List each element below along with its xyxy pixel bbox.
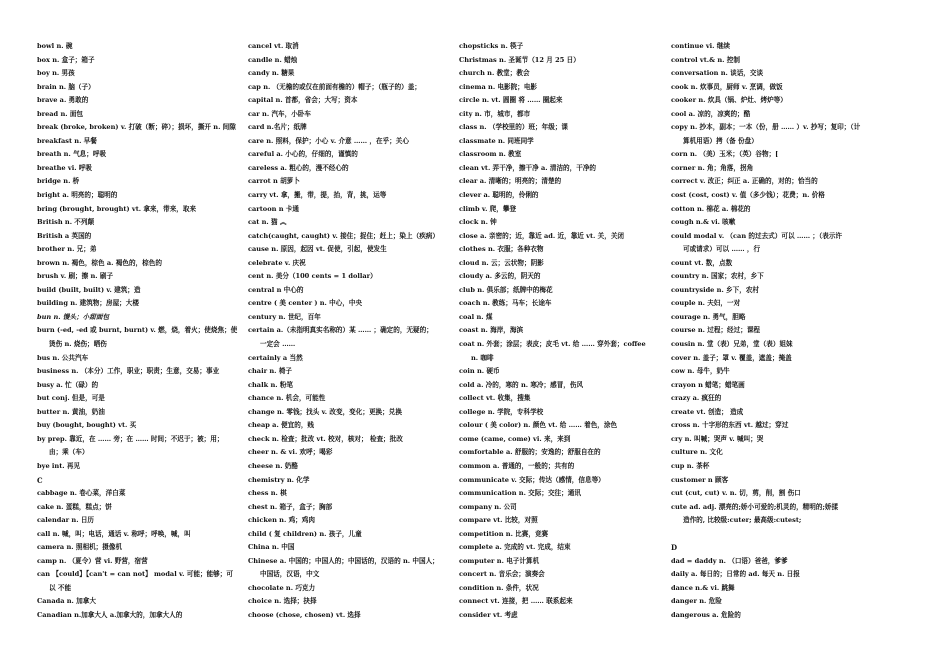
- dictionary-entry: burn (-ed, -ed 或 burnt, burnt) v. 燃，烧，着火；使烧焦；使: [37, 326, 238, 335]
- dictionary-entry: cinema n. 电影院；电影: [459, 82, 538, 91]
- dictionary-entry: certainly a 当然: [248, 353, 303, 362]
- dictionary-entry: choice n. 选择；抉择: [248, 597, 317, 606]
- dictionary-entry: cheer n. & vi. 欢呼；喝彩: [248, 448, 333, 457]
- dictionary-entry: clever a. 聪明的，伶俐的: [459, 191, 539, 200]
- dictionary-entry: candle n. 蜡烛: [248, 55, 298, 64]
- dictionary-entry: breath n. 气息；呼吸: [37, 150, 107, 159]
- dictionary-entry: crazy a. 疯狂的: [671, 394, 722, 403]
- dictionary-entry: course n. 过程；经过；课程: [671, 326, 761, 335]
- dictionary-entry: club n. 俱乐部；纸牌中的梅花: [459, 285, 553, 294]
- dictionary-entry: Chinese a. 中国的；中国人的；中国话的，汉语的 n. 中国人；: [248, 556, 439, 565]
- dictionary-entry: catch(caught, caught) v. 接住；捉住；赶上；染上（疾病）: [248, 231, 439, 240]
- dictionary-entry: calendar n. 日历: [37, 516, 95, 525]
- dictionary-entry: bus n. 公共汽车: [37, 353, 89, 362]
- dictionary-entry: concert n. 音乐会；演奏会: [459, 570, 545, 579]
- dictionary-entry: chopsticks n. 筷子: [459, 42, 524, 50]
- dictionary-entry: cry n. 叫喊；哭声 v. 喊叫；哭: [671, 434, 764, 443]
- dictionary-entry: communicate v. 交际；传达（感情，信息等）: [459, 475, 605, 484]
- section-letter-heading: C: [37, 475, 43, 485]
- dictionary-entry: cut (cut, cut) v. n. 切，剪，削，割 伤口: [671, 489, 801, 498]
- dictionary-entry: cool a. 凉的，凉爽的；酷: [671, 109, 751, 118]
- dictionary-entry: company n. 公司: [459, 502, 517, 511]
- dictionary-entry: class n. （学校里的）班；年级；课: [459, 123, 569, 132]
- dictionary-entry: by prep. 靠近，在 …… 旁；在 …… 时间；不迟于；被；用；: [37, 434, 224, 443]
- dictionary-entry: corner n. 角；角落，拐角: [671, 163, 754, 172]
- dictionary-entry: Canadian n.加拿大人 a.加拿大的，加拿大人的: [37, 610, 183, 619]
- dictionary-entry: culture n. 文化: [671, 448, 723, 457]
- dictionary-entry: cup n. 茶杯: [671, 461, 710, 470]
- entry-continuation: 烫伤 n. 烧伤；晒伤: [49, 340, 107, 349]
- dictionary-entry: country n. 国家；农村，乡下: [671, 272, 764, 281]
- dictionary-entry: clock n. 钟: [459, 218, 497, 227]
- dictionary-entry: city n. 市，城市，都市: [459, 109, 531, 118]
- dictionary-entry: breakfast n. 早餐: [37, 136, 97, 145]
- entry-continuation: 由；乘（车）: [49, 448, 89, 457]
- dictionary-entry: coat n. 外套；涂层；表皮；皮毛 vt. 给 …… 穿外套；coffee: [459, 340, 646, 349]
- entry-continuation: 中国话，汉语，中文: [260, 570, 320, 579]
- dictionary-entry: church n. 教堂；教会: [459, 69, 530, 78]
- dictionary-entry: careless a. 粗心的，漫不经心的: [248, 163, 349, 172]
- dictionary-entry: centre ( 美 center ) n. 中心，中央: [248, 299, 363, 308]
- dictionary-entry: British n. 不列颠: [37, 218, 95, 227]
- dictionary-entry: check n. 检查；批改 vt. 校对，核对； 检查；批改: [248, 434, 403, 443]
- dictionary-entry: brown n. 褐色，棕色 a. 褐色的，棕色的: [37, 258, 162, 267]
- dictionary-entry: cook n. 炊事员，厨师 v. 烹调，做饭: [671, 82, 783, 91]
- dictionary-entry: buy (bought, bought) vt. 买: [37, 421, 137, 430]
- dictionary-entry: bright a. 明亮的；聪明的: [37, 191, 118, 200]
- entry-continuation: 算机用语）拷（备 份盘）: [683, 136, 758, 145]
- dictionary-entry: complete a. 完成的 vt. 完成，结束: [459, 543, 571, 552]
- dictionary-entry: carry vt. 拿，搬，带，提，抬，背，挑，运等: [248, 191, 387, 200]
- dictionary-entry: clear a. 清晰的；明亮的；清楚的: [459, 177, 562, 186]
- dictionary-entry: coach n. 教练；马车；长途车: [459, 299, 552, 308]
- dictionary-entry: capital n. 首都，省会；大写；资本: [248, 96, 358, 105]
- dictionary-entry: coast n. 海岸，海滨: [459, 326, 524, 335]
- dictionary-entry: certain a.（未指明真实名称的）某 …… ；确定的，无疑的；: [248, 326, 433, 335]
- entry-continuation: n. 咖啡: [471, 353, 494, 362]
- dictionary-entry: careful a. 小心的，仔细的，谨慎的: [248, 150, 358, 159]
- dictionary-entry: brother n. 兄；弟: [37, 245, 97, 254]
- dictionary-entry: consider vt. 考虑: [459, 610, 518, 619]
- dictionary-entry: cheese n. 奶酪: [248, 461, 298, 470]
- column-1: [37, 40, 243, 623]
- dictionary-entry: break (broke, broken) v. 打破（断；碎）；损坏，撕开 n. 间隙: [37, 123, 236, 132]
- dictionary-entry: danger n. 危险: [671, 597, 722, 606]
- dictionary-entry: daily a. 每日的；日常的 ad. 每天 n. 日报: [671, 570, 800, 579]
- dictionary-entry: cap n. （无檐的或仅在前面有檐的）帽子；（瓶子的）盖；: [248, 82, 421, 91]
- dictionary-entry: collect vt. 收集，搜集: [459, 394, 531, 403]
- dictionary-entry: cancel vt. 取消: [248, 42, 299, 50]
- column-2: [248, 40, 454, 623]
- dictionary-entry: camera n. 照相机；摄像机: [37, 543, 123, 552]
- column-3: [459, 40, 665, 623]
- dictionary-entry: call n. 喊，叫；电话，通话 v. 称呼；呼唤，喊，叫: [37, 529, 191, 538]
- dictionary-entry: courage n. 勇气，胆略: [671, 312, 746, 321]
- dictionary-entry: business n. （本分）工作，职业；职责；生意，交易；事业: [37, 367, 220, 376]
- dictionary-entry: count vt. 数，点数: [671, 258, 733, 267]
- dictionary-entry: cheap a. 便宜的，贱: [248, 421, 315, 430]
- dictionary-entry: classmate n. 同班同学: [459, 136, 534, 145]
- dictionary-entry: cross n. 十字形的东西 vt. 越过；穿过: [671, 421, 789, 430]
- entry-continuation: 一定会 ……: [260, 340, 296, 349]
- dictionary-entry: car n. 汽车，小卧车: [248, 109, 312, 118]
- dictionary-entry: century n. 世纪，百年: [248, 312, 321, 321]
- dictionary-entry: build (built, built) v. 建筑；造: [37, 285, 141, 294]
- dictionary-entry: cover n. 盖子；罩 v. 覆盖，遮盖；掩盖: [671, 353, 792, 362]
- dictionary-entry: customer n 顾客: [671, 475, 729, 484]
- dictionary-entry: bring (brought, brought) vt. 拿来，带来，取来: [37, 204, 197, 213]
- dictionary-entry: cost (cost, cost) v. 值（多少钱）；花费；n. 价格: [671, 191, 825, 200]
- dictionary-entry: countryside n. 乡下，农村: [671, 285, 760, 294]
- dictionary-entry: can 【could】【can't = can not】 modal v. 可能；能够；可: [37, 570, 233, 579]
- dictionary-entry: card n.名片；纸牌: [248, 123, 307, 132]
- dictionary-entry: change n. 零钱；找头 v. 改变，变化；更换；兑换: [248, 407, 402, 416]
- dictionary-entry: cold a. 冷的，寒的 n. 寒冷；感冒，伤风: [459, 380, 584, 389]
- dictionary-entry: chicken n. 鸡；鸡肉: [248, 516, 315, 525]
- dictionary-entry: cabbage n. 卷心菜，洋白菜: [37, 489, 126, 498]
- dictionary-entry: conversation n. 谈话，交谈: [671, 69, 764, 78]
- dictionary-entry: cooker n. 炊具（锅、炉灶、烤炉等）: [671, 96, 787, 105]
- dictionary-entry: cute ad. adj. 漂亮的;娇小可爱的;机灵的，精明的;娇揉: [671, 502, 839, 511]
- dictionary-entry: chair n. 椅子: [248, 367, 292, 376]
- dictionary-entry: cotton n. 棉花 a. 棉花的: [671, 204, 751, 213]
- dictionary-entry: Canada n. 加拿大: [37, 597, 96, 606]
- dictionary-entry: come (came, come) vi. 来，来到: [459, 434, 571, 443]
- dictionary-entry: computer n. 电子计算机: [459, 556, 540, 565]
- dictionary-entry: clothes n. 衣服；各种衣物: [459, 245, 544, 254]
- dictionary-entry: competition n. 比赛，竞赛: [459, 529, 549, 538]
- entry-continuation: 造作的, 比较级:cuter; 最高级:cutest;: [683, 516, 802, 525]
- dictionary-entry: communication n. 交际；交往；通讯: [459, 489, 581, 498]
- dictionary-entry: crayon n 蜡笔；蜡笔画: [671, 380, 745, 389]
- dictionary-entry: college n. 学院，专科学校: [459, 407, 544, 416]
- dictionary-entry: colour ( 美 color) n. 颜色 vt. 给 …… 着色，涂色: [459, 421, 618, 430]
- dictionary-entry: central n 中心的: [248, 285, 304, 294]
- dictionary-entry: choose (chose, chosen) vt. 选择: [248, 610, 361, 619]
- dictionary-entry: couple n. 夫妇，一对: [671, 299, 741, 308]
- dictionary-entry: brain n. 脑（子）: [37, 82, 95, 91]
- dictionary-entry: condition n. 条件，状况: [459, 583, 539, 592]
- dictionary-entry: bowl n. 碗: [37, 42, 73, 50]
- column-4: [671, 40, 877, 623]
- dictionary-entry: but conj. 但是，可是: [37, 394, 105, 403]
- dictionary-entry: control vt.& n. 控制: [671, 55, 740, 64]
- dictionary-entry: chemistry n. 化学: [248, 475, 310, 484]
- dictionary-entry: correct v. 改正；纠正 a. 正确的，对的；恰当的: [671, 177, 818, 186]
- dictionary-entry: bridge n. 桥: [37, 177, 80, 186]
- entry-continuation: 以 不能: [49, 583, 72, 592]
- dictionary-entry: could modal v. （can 的过去式）可以 …… ；（表示许: [671, 231, 843, 240]
- dictionary-entry: celebrate v. 庆祝: [248, 258, 306, 267]
- dictionary-entry: dad = daddy n. （口语）爸爸，爹爹: [671, 556, 788, 565]
- dictionary-entry: carrot n 胡萝卜: [248, 177, 300, 186]
- dictionary-entry: cartoon n 卡通: [248, 204, 299, 213]
- dictionary-entry: cow n. 母牛，奶牛: [671, 367, 730, 376]
- blank-line: [671, 528, 877, 542]
- dictionary-entry: brave a. 勇敢的: [37, 96, 89, 105]
- dictionary-entry: clean vt. 弄干净，擦干净 a. 清洁的，干净的: [459, 163, 597, 172]
- dictionary-entry: camp n. （夏令）营 vi. 野营，宿营: [37, 556, 148, 565]
- dictionary-entry: common a. 普通的，一般的；共有的: [459, 461, 575, 470]
- dictionary-entry: British a 英国的: [37, 231, 92, 240]
- dictionary-entry: box n. 盒子；箱子: [37, 55, 95, 64]
- dictionary-entry: bread n. 面包: [37, 109, 84, 118]
- dictionary-entry: brush v. 刷；擦 n. 刷子: [37, 272, 114, 281]
- dictionary-entry: cent n. 美分（100 cents = 1 dollar）: [248, 272, 377, 281]
- dictionary-entry: breathe vi. 呼吸: [37, 163, 92, 172]
- dictionary-entry: classroom n. 教室: [459, 150, 522, 159]
- dictionary-entry: busy a. 忙（碌）的: [37, 380, 99, 389]
- dictionary-entry: continue vi. 继续: [671, 42, 730, 50]
- dictionary-entry: candy n. 糖果: [248, 69, 295, 78]
- dictionary-entry: building n. 建筑物；房屋；大楼: [37, 299, 139, 308]
- dictionary-entry: corn n. （美）玉米；（英）谷物；[: [671, 150, 779, 159]
- dictionary-entry: close a. 亲密的；近，靠近 ad. 近，靠近 vt. 关，关闭: [459, 231, 625, 240]
- dictionary-entry: compare vt. 比较，对照: [459, 516, 538, 525]
- dictionary-entry: cough n.& vi. 咳嗽: [671, 218, 736, 227]
- dictionary-entry: coin n. 硬币: [459, 367, 500, 376]
- dictionary-entry: dance n.& vi. 跳舞: [671, 583, 735, 592]
- dictionary-entry: copy n. 抄本，副本；一本（份，册 …… ）v. 抄写；复印；（计: [671, 123, 861, 132]
- dictionary-entry: butter n. 黄油，奶油: [37, 407, 105, 416]
- dictionary-entry: China n. 中国: [248, 543, 295, 552]
- dictionary-entry: cause n. 原因，起因 vt. 促使，引起，使发生: [248, 245, 387, 254]
- dictionary-entry: cloud n. 云；云状物；阴影: [459, 258, 544, 267]
- dictionary-entry: dangerous a. 危险的: [671, 610, 741, 619]
- dictionary-entry: chess n. 棋: [248, 489, 287, 498]
- dictionary-entry: cake n. 蛋糕，糕点；饼: [37, 502, 112, 511]
- dictionary-entry: child ( 复 children) n. 孩子，儿童: [248, 529, 362, 538]
- entry-continuation: 可或请求）可以 …… ，行: [683, 245, 761, 254]
- dictionary-entry: comfortable a. 舒服的；安逸的；舒服自在的: [459, 448, 601, 457]
- dictionary-entry: coal n. 煤: [459, 312, 493, 321]
- dictionary-entry: chest n. 箱子，盒子；胸部: [248, 502, 333, 511]
- dictionary-entry: cat n. 猫 ︽: [248, 218, 287, 227]
- dictionary-entry: cousin n. 堂（表）兄弟，堂（表）姐妹: [671, 340, 793, 349]
- dictionary-entry: bye int. 再见: [37, 461, 81, 470]
- dictionary-entry: boy n. 男孩: [37, 69, 75, 78]
- dictionary-entry: bun n. 馒头；小甜面包: [37, 312, 110, 321]
- dictionary-entry: cloudy a. 多云的，阴天的: [459, 272, 541, 281]
- dictionary-entry: circle n. vt. 圆圈 将 …… 圈起来: [459, 96, 563, 105]
- dictionary-entry: climb v. 爬，攀登: [459, 204, 517, 213]
- dictionary-entry: create vt. 创造； 造成: [671, 407, 744, 416]
- dictionary-entry: chalk n. 粉笔: [248, 380, 294, 389]
- dictionary-entry: connect vt. 连接，把 …… 联系起来: [459, 597, 573, 606]
- dictionary-entry: chocolate n. 巧克力: [248, 583, 316, 592]
- dictionary-entry: care n. 照料，保护；小心 v. 介意 …… ，在乎；关心: [248, 136, 409, 145]
- dictionary-entry: Christmas n. 圣诞节（12 月 25 日）: [459, 55, 580, 64]
- dictionary-entry: chance n. 机会，可能性: [248, 394, 326, 403]
- section-letter-heading: D: [671, 543, 678, 553]
